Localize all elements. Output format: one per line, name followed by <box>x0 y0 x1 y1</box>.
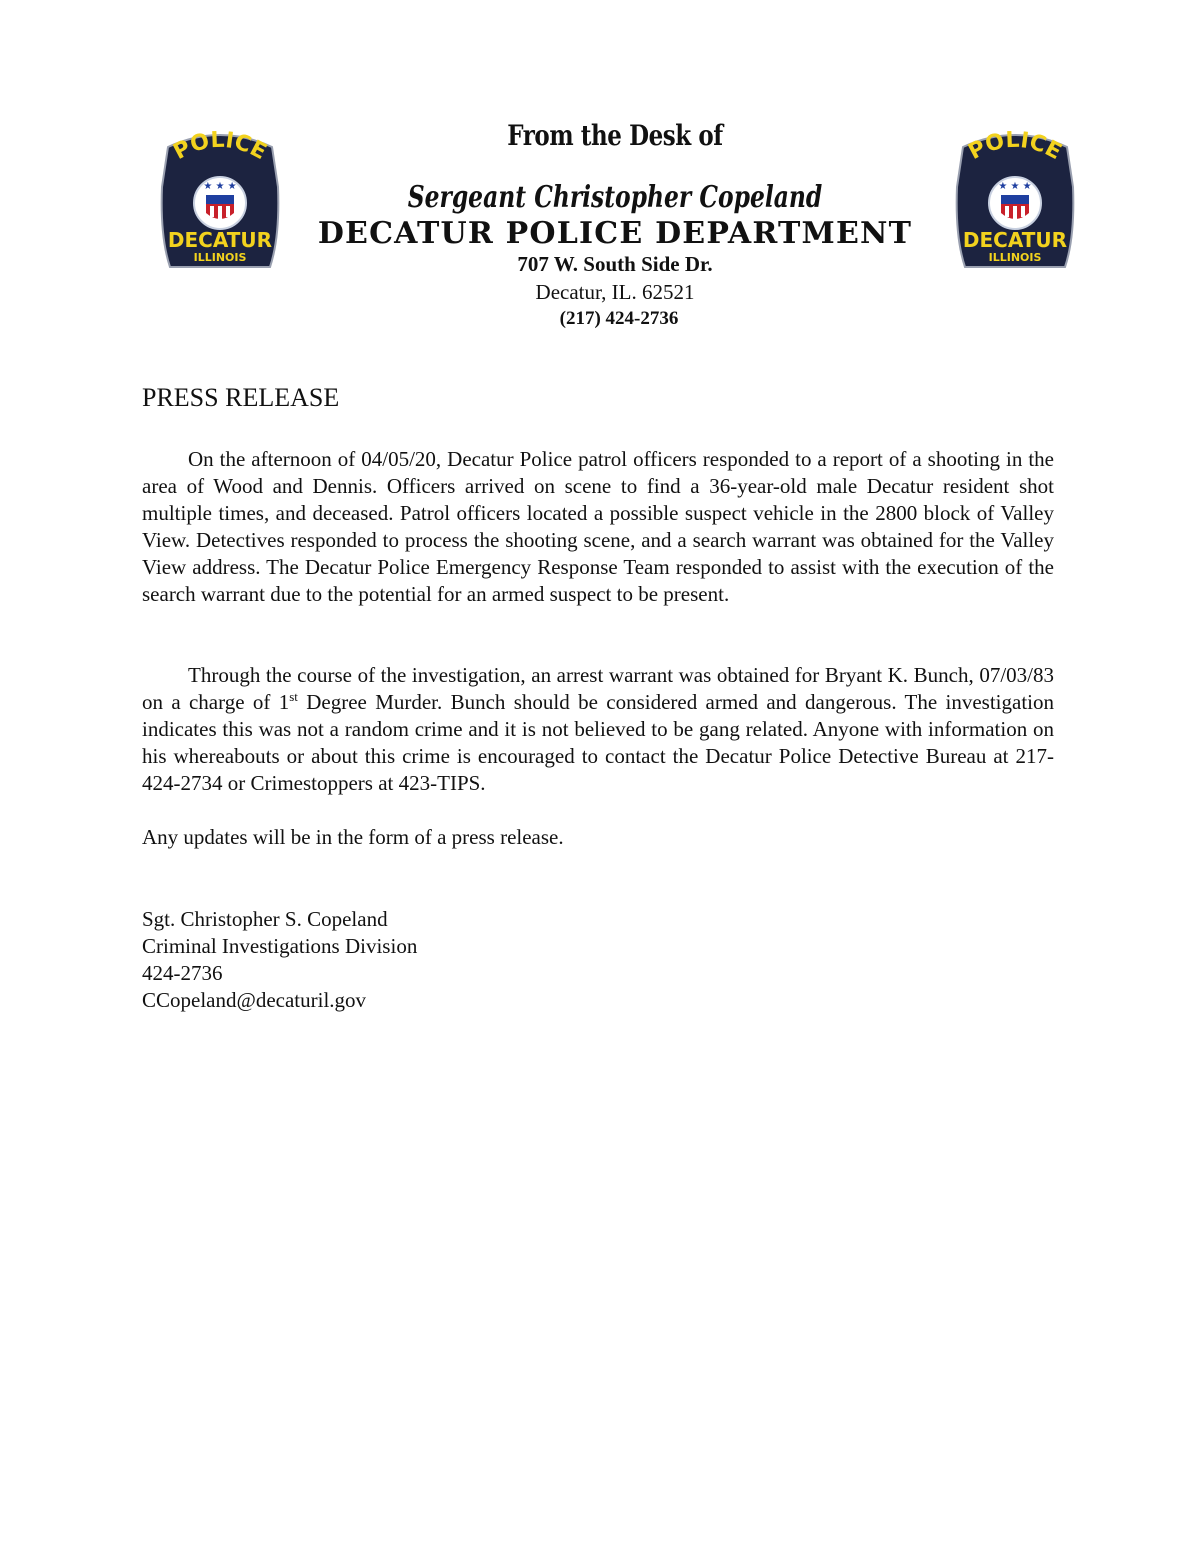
letterhead <box>300 116 930 332</box>
department-name: DECATUR POLICE DEPARTMENT <box>317 216 913 251</box>
address-street: 707 W. South Side Dr. <box>517 252 713 276</box>
sergeant-name: Sergeant Christopher Copeland <box>407 180 823 215</box>
signature-name: Sgt. Christopher S. Copeland <box>142 907 388 931</box>
department-phone: (217) 424-2736 <box>559 308 679 329</box>
desk-line: From the Desk of <box>507 119 723 152</box>
ordinal-suffix: st <box>289 689 298 704</box>
badge-middle-text: DECATUR <box>167 228 273 252</box>
badge-top-text: POLICE <box>964 127 1066 166</box>
paragraph-2-text-b: Degree Murder. Bunch should be considered armed and dangerous. The investigation indicates this was not a random crime and it is not believed to be gang related. Anyone with information on his whereabouts or about this crime is encouraged to contact the Decatur Police Detective Bureau at 217-424-2734 or Crimestoppers at 423-TIPS. <box>142 690 1054 795</box>
police-badge-left <box>158 127 282 275</box>
badge-middle-text: DECATUR <box>962 228 1068 252</box>
paragraph-2-text-a: Through the course of the investigation, an arrest warrant was obtained for Bryant K. Bunch, 07/03/83 on a charge of 1 <box>142 663 1054 714</box>
signature-division: Criminal Investigations Division <box>142 934 418 958</box>
paragraph-1-text: On the afternoon of 04/05/20, Decatur Police patrol officers responded to a report of a shooting in the area of Wood and Dennis. Officers arrived on scene to find a 36-year-old male Decatur resident shot multiple times, and deceased. Patrol officers located a possible suspect vehicle in the 2800 block of Valley View. Detectives responded to process the shooting scene, and a search warrant was obtained for the Valley View address. The Decatur Police Emergency Response Team responded to assist with the execution of the search warrant due to the potential for an armed suspect to be present. <box>142 447 1054 606</box>
badge-bottom-text: ILLINOIS <box>988 251 1042 264</box>
address-city: Decatur, IL. 62521 <box>535 280 695 304</box>
signature-block <box>142 906 417 1014</box>
paragraph-2 <box>142 662 1054 797</box>
svg-text:★ ★ ★: ★ ★ ★ <box>203 181 237 192</box>
police-badge-right <box>953 127 1077 275</box>
document-title: PRESS RELEASE <box>142 383 340 412</box>
badge-bottom-text: ILLINOIS <box>193 251 247 264</box>
signature-email: CCopeland@decaturil.gov <box>142 988 367 1012</box>
svg-text:★ ★ ★: ★ ★ ★ <box>998 181 1032 192</box>
paragraph-3: Any updates will be in the form of a press release. <box>142 825 564 849</box>
badge-top-text: POLICE <box>169 127 271 166</box>
paragraph-1 <box>142 446 1054 608</box>
signature-phone: 424-2736 <box>142 961 223 985</box>
